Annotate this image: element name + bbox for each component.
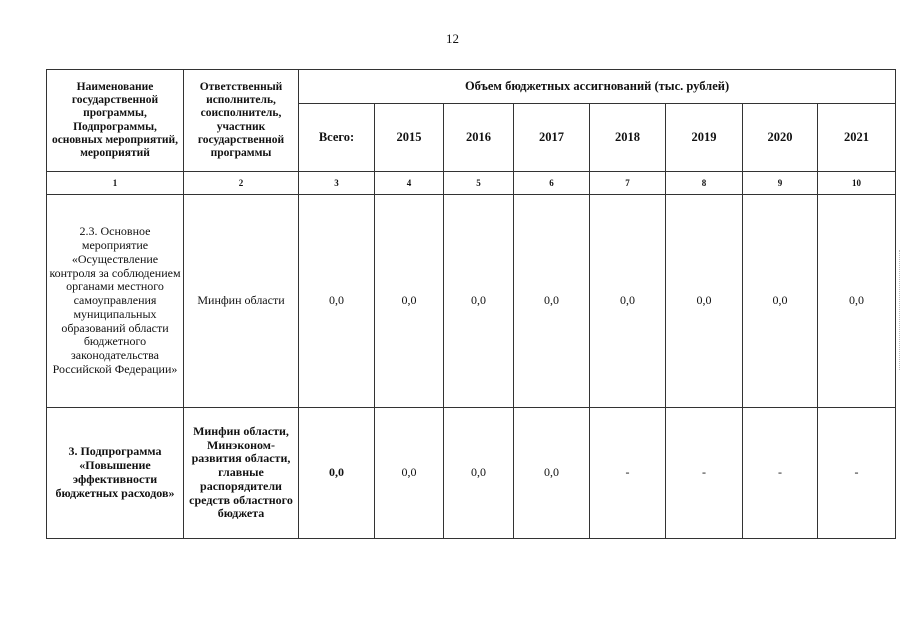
row-value-2018: - <box>590 408 666 539</box>
header-row-1 <box>47 70 896 104</box>
row-responsible: Минфин области <box>184 195 299 408</box>
header-year-2021: 2021 <box>818 104 896 172</box>
header-total: Всего: <box>299 104 375 172</box>
row-program-name: 2.3. Основное мероприятие «Осуществление контроля за соблюдением органами местного самоуправления муниципальных образований области бюджетного законодательства Российской Федерации» <box>47 195 184 408</box>
page-number: 12 <box>446 31 459 46</box>
column-number: 4 <box>375 172 444 195</box>
row-value-2015: 0,0 <box>375 408 444 539</box>
budget-table <box>46 69 896 539</box>
column-number-row <box>47 172 896 195</box>
row-value-2020: - <box>743 408 818 539</box>
header-responsible: Ответственный исполнитель, соисполнитель, участник государственной программы <box>184 70 299 172</box>
header-budget-volume: Объем бюджетных ассигнований (тыс. рублей) <box>299 70 896 104</box>
header-year-2015: 2015 <box>375 104 444 172</box>
row-total: 0,0 <box>299 195 375 408</box>
column-number: 8 <box>666 172 743 195</box>
row-value-2020: 0,0 <box>743 195 818 408</box>
row-responsible: Минфин области, Минэконом-развития области, главные распорядители средств областного бюджета <box>184 408 299 539</box>
column-number: 2 <box>184 172 299 195</box>
column-number: 5 <box>444 172 514 195</box>
row-value-2021: 0,0 <box>818 195 896 408</box>
header-year-2017: 2017 <box>514 104 590 172</box>
row-value-2016: 0,0 <box>444 408 514 539</box>
row-value-2021: - <box>818 408 896 539</box>
row-value-2019: 0,0 <box>666 195 743 408</box>
row-value-2019: - <box>666 408 743 539</box>
column-number: 3 <box>299 172 375 195</box>
column-number: 9 <box>743 172 818 195</box>
row-value-2016: 0,0 <box>444 195 514 408</box>
header-year-2016: 2016 <box>444 104 514 172</box>
table-row <box>47 195 896 408</box>
column-number: 1 <box>47 172 184 195</box>
header-year-2019: 2019 <box>666 104 743 172</box>
row-value-2015: 0,0 <box>375 195 444 408</box>
row-value-2017: 0,0 <box>514 195 590 408</box>
column-number: 6 <box>514 172 590 195</box>
column-number: 10 <box>818 172 896 195</box>
scan-edge-mark <box>898 250 900 370</box>
header-program-name: Наименование государственной программы, Подпрограммы, основных мероприятий, мероприятий <box>47 70 184 172</box>
row-value-2017: 0,0 <box>514 408 590 539</box>
table-row <box>47 408 896 539</box>
header-year-2018: 2018 <box>590 104 666 172</box>
row-value-2018: 0,0 <box>590 195 666 408</box>
header-year-2020: 2020 <box>743 104 818 172</box>
column-number: 7 <box>590 172 666 195</box>
row-program-name: 3. Подпрограмма «Повышение эффективности бюджетных расходов» <box>47 408 184 539</box>
row-total: 0,0 <box>299 408 375 539</box>
